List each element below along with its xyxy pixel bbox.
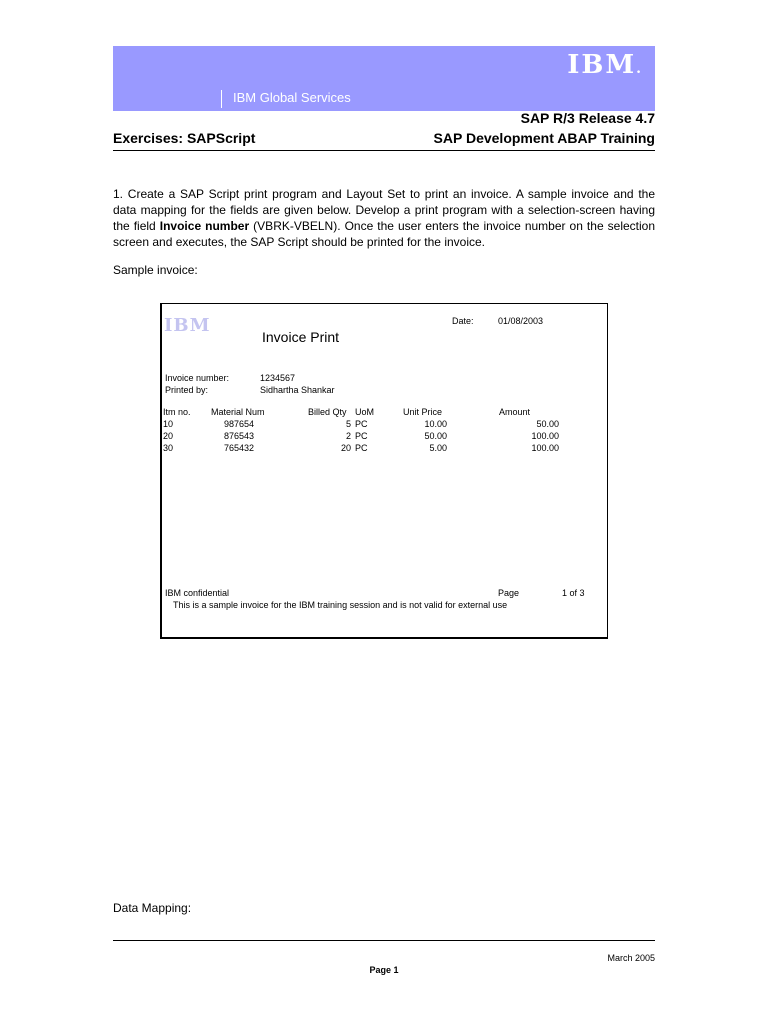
col-uom: UoM xyxy=(355,407,375,417)
data-mapping-label: Data Mapping: xyxy=(113,901,192,915)
ibm-logo: IBM. xyxy=(567,50,643,80)
release-title: SAP R/3 Release 4.7 xyxy=(520,110,655,126)
cell-qty: 20 xyxy=(340,443,351,453)
invoice-number-label: Invoice number: xyxy=(165,373,230,383)
invoice-disclaimer: This is a sample invoice for the IBM training session and is not valid for external use xyxy=(173,600,508,610)
header-rule xyxy=(113,150,655,151)
cell-amount: 50.00 xyxy=(536,419,559,429)
printed-by-label: Printed by: xyxy=(165,385,209,395)
col-billed-qty: Billed Qty xyxy=(308,407,347,417)
cell-item: 30 xyxy=(163,443,174,453)
banner-separator xyxy=(221,90,222,108)
invoice-logo: IBM xyxy=(164,315,211,336)
cell-amount: 100.00 xyxy=(531,443,559,453)
invoice-page-label: Page xyxy=(498,588,520,598)
invoice-date-label: Date: xyxy=(452,316,474,326)
table-row xyxy=(162,419,607,431)
intro-paragraph: 1. Create a SAP Script print program and Layout Set to print an invoice. A sample invoice and the data mapping for the fields are given below. Develop a print program with a selection-screen having the field Invoice number (VBRK-VBELN). Once the user enters the invoice number on the selection screen and executes, the SAP Script should be printed for the invoice. xyxy=(113,187,656,249)
invoice-number-value: 1234567 xyxy=(260,373,296,383)
cell-price: 5.00 xyxy=(429,443,447,453)
invoice-table xyxy=(162,407,607,455)
invoice-confidential: IBM confidential xyxy=(165,588,230,598)
table-header xyxy=(162,407,607,419)
service-name: IBM Global Services xyxy=(233,90,351,105)
cell-qty: 5 xyxy=(345,419,351,429)
col-unit-price: Unit Price xyxy=(403,407,443,417)
exercise-title: Exercises: SAPScript xyxy=(113,130,256,146)
cell-material: 765432 xyxy=(224,443,255,453)
sample-invoice-label: Sample invoice: xyxy=(113,263,198,277)
footer-date: March 2005 xyxy=(607,953,655,963)
sample-invoice xyxy=(160,303,608,639)
col-item: Itm no. xyxy=(163,407,191,417)
cell-item: 10 xyxy=(163,419,174,429)
cell-qty: 2 xyxy=(345,431,351,441)
cell-material: 987654 xyxy=(224,419,255,429)
col-material: Material Num xyxy=(211,407,265,417)
cell-item: 20 xyxy=(163,431,174,441)
table-row xyxy=(162,443,607,455)
invoice-title: Invoice Print xyxy=(262,329,340,345)
cell-uom: PC xyxy=(355,443,368,453)
col-amount: Amount xyxy=(499,407,531,417)
cell-uom: PC xyxy=(355,419,368,429)
cell-uom: PC xyxy=(355,431,368,441)
cell-amount: 100.00 xyxy=(531,431,559,441)
footer-rule xyxy=(113,940,655,941)
table-row xyxy=(162,431,607,443)
invoice-page-value: 1 of 3 xyxy=(562,588,585,598)
cell-price: 10.00 xyxy=(424,419,447,429)
cell-price: 50.00 xyxy=(424,431,447,441)
invoice-date-value: 01/08/2003 xyxy=(498,316,544,326)
cell-material: 876543 xyxy=(224,431,255,441)
header-banner xyxy=(113,46,655,111)
page-number: Page 1 xyxy=(369,965,399,975)
intro-bold-term: Invoice number xyxy=(159,219,250,233)
printed-by-value: Sidhartha Shankar xyxy=(260,385,335,395)
training-title: SAP Development ABAP Training xyxy=(433,130,655,146)
